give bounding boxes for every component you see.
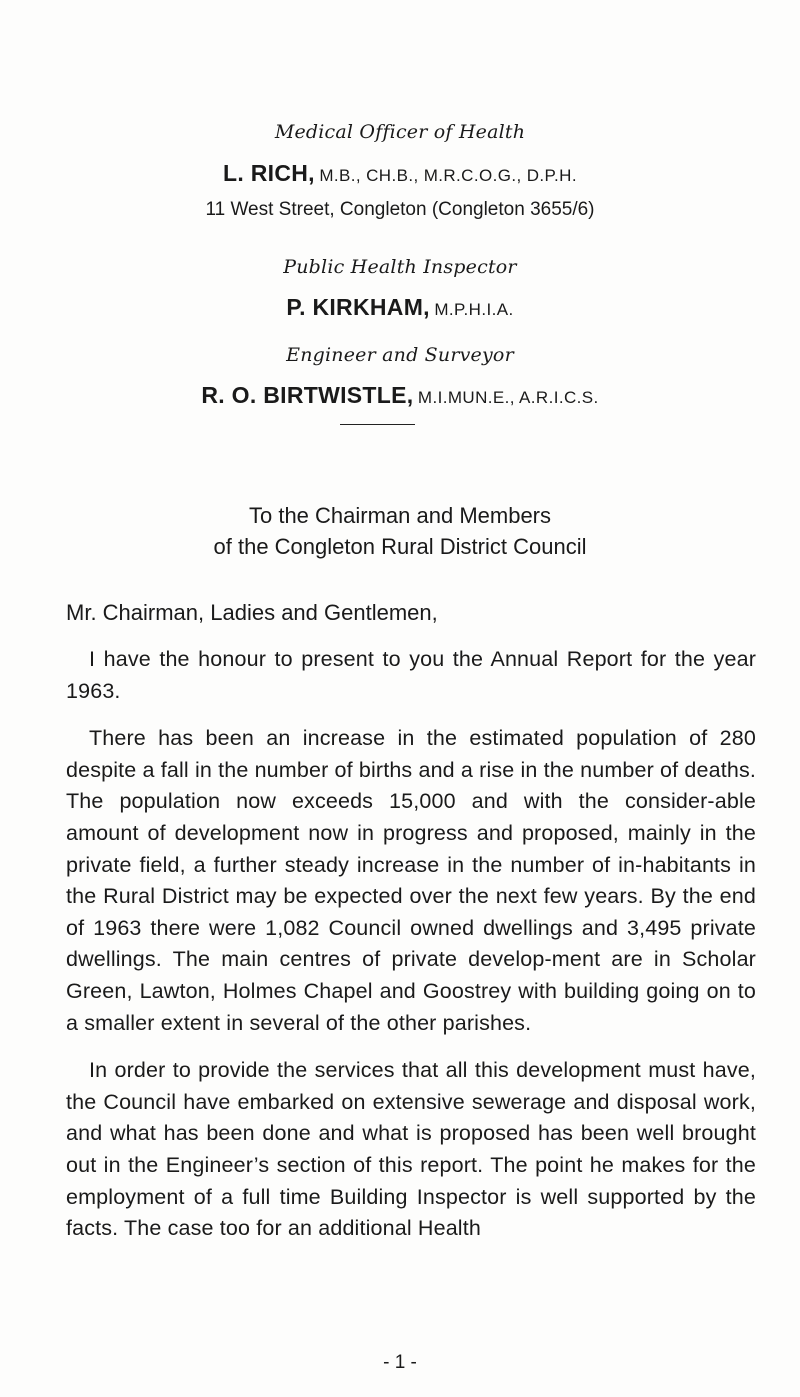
officer-qualifications: M.I.MUN.E., A.R.I.C.S. — [417, 388, 599, 407]
officer-name-line-inspector — [0, 294, 800, 321]
paragraph-services: In order to provide the services that all this development must have, the Council have embarked on extensive sewerage and disposal work, and what has been done and what is proposed has been well brought out in the Engineer’s section of this report. The point he makes for the employment of a full time Building Inspector is well supported by the facts. The case too for an additional Health — [66, 1058, 756, 1241]
officer-qualifications: M.B., CH.B., M.R.C.O.G., D.P.H. — [319, 166, 577, 185]
officer-role-engineer: Engineer and Surveyor — [286, 344, 514, 366]
section-divider — [340, 424, 415, 425]
paragraph-population: There has been an increase in the estimated population of 280 despite a fall in the number of births and a rise in the number of deaths. The population now exceeds 15,000 and with the consider-able amount of development now in progress and proposed, mainly in the private field, a further steady increase in the number of in-habitants in the Rural District may be expected over the next few years. By the end of 1963 there were 1,082 Council owned dwellings and 3,495 private dwellings. The main centres of private develop-ment are in Scholar Green, Lawton, Holmes Chapel and Goostrey with building going on to a smaller extent in several of the other parishes. — [66, 726, 756, 1035]
body-text — [66, 644, 756, 1245]
officer-name: P. KIRKHAM, — [286, 294, 430, 320]
office-address: 11 West Street, Congleton (Congleton 3655/6) — [205, 199, 595, 220]
officer-role-medical: Medical Officer of Health — [274, 121, 526, 143]
paragraph-intro: I have the honour to present to you the Annual Report for the year 1963. — [66, 647, 756, 703]
addressee-line-1: To the Chairman and Members — [248, 503, 552, 528]
addressee-line-2: of the Congleton Rural District Council — [213, 534, 587, 559]
greeting: Mr. Chairman, Ladies and Gentlemen, — [66, 600, 438, 625]
officer-role-inspector: Public Health Inspector — [283, 256, 517, 278]
officer-qualifications: M.P.H.I.A. — [434, 300, 514, 319]
officer-name: L. RICH, — [223, 160, 315, 186]
officer-name-line-engineer — [0, 382, 800, 409]
page-number: - 1 - — [383, 1352, 417, 1373]
officer-name: R. O. BIRTWISTLE, — [201, 382, 414, 408]
officer-name-line-medical — [0, 160, 800, 187]
